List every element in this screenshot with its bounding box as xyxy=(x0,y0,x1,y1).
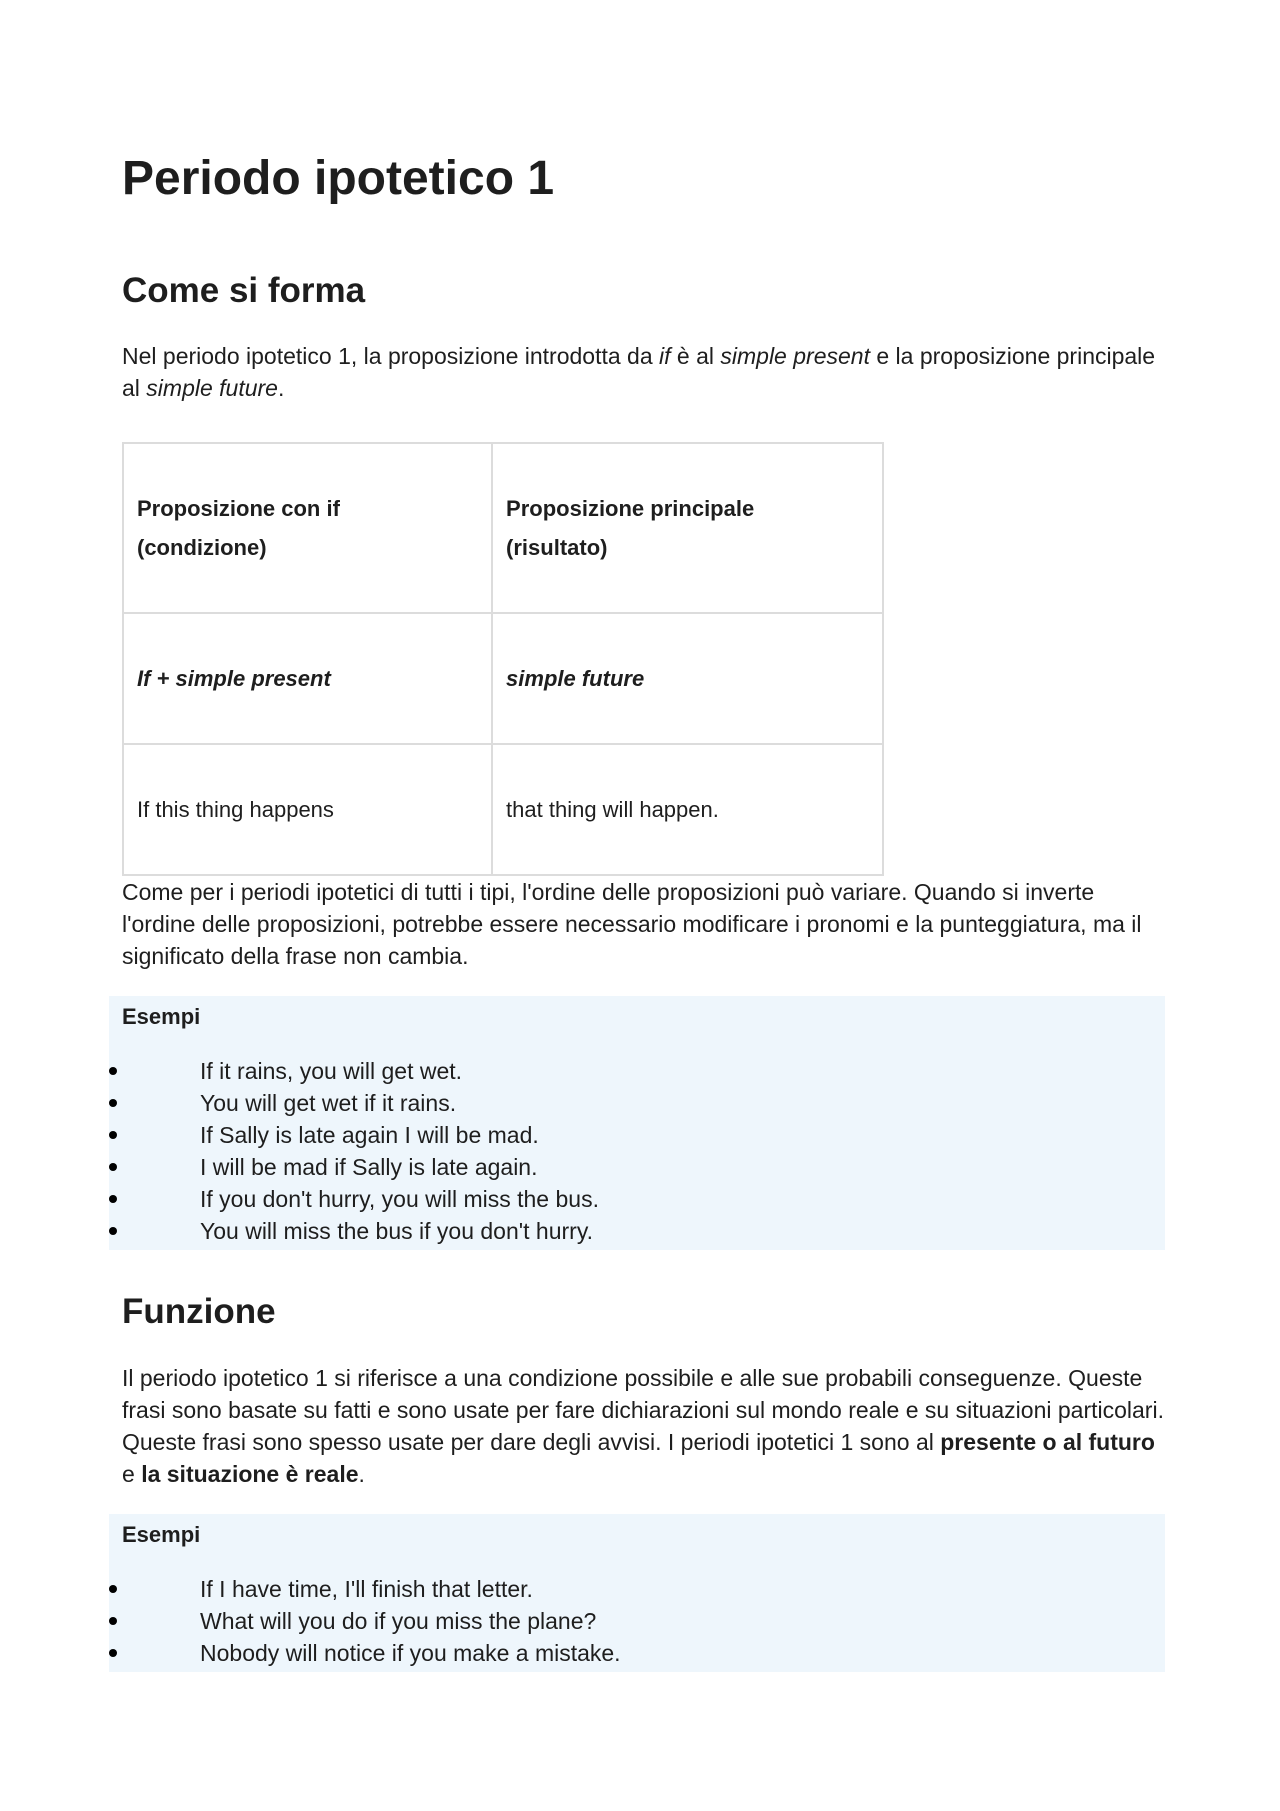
table-cell: simple future xyxy=(492,613,883,744)
bullet-icon xyxy=(109,1617,117,1625)
bullet-icon xyxy=(109,1163,117,1171)
list-item: If it rains, you will get wet. xyxy=(109,1055,599,1087)
section-heading-function: Funzione xyxy=(122,1292,276,1331)
formation-intro: Nel periodo ipotetico 1, la proposizione introdotta da if è al simple present e la proposizione principale al simple future. xyxy=(122,343,1156,401)
table-header-row xyxy=(123,443,883,613)
bullet-icon xyxy=(109,1099,117,1107)
list-item: If I have time, I'll finish that letter. xyxy=(109,1573,621,1605)
formation-note: Come per i periodi ipotetici di tutti i tipi, l'ordine delle proposizioni può variare. Quando si inverte l'ordine delle proposizioni, potrebbe essere necessario modificare i pronomi e la punteggiatura, ma il significato della frase non cambia. xyxy=(122,879,1142,969)
list-item: You will get wet if it rains. xyxy=(109,1087,599,1119)
bullet-icon xyxy=(109,1067,117,1075)
list-item: I will be mad if Sally is late again. xyxy=(109,1151,599,1183)
bullet-icon xyxy=(109,1195,117,1203)
examples-title: Esempi xyxy=(122,1522,201,1547)
bullet-icon xyxy=(109,1227,117,1235)
examples-list xyxy=(109,1055,599,1247)
list-item: Nobody will notice if you make a mistake. xyxy=(109,1637,621,1669)
list-item: You will miss the bus if you don't hurry. xyxy=(109,1215,599,1247)
table-row xyxy=(123,613,883,744)
table-row xyxy=(123,744,883,875)
examples-title: Esempi xyxy=(122,1004,201,1029)
list-item: If you don't hurry, you will miss the bus. xyxy=(109,1183,599,1215)
page-title: Periodo ipotetico 1 xyxy=(122,152,555,205)
section-heading-formation: Come si forma xyxy=(122,271,366,310)
function-body: Il periodo ipotetico 1 si riferisce a una condizione possibile e alle sue probabili conseguenze. Queste frasi sono basate su fatti e sono usate per fare dichiarazioni sul mondo reale e su situazioni particolari. Queste frasi sono spesso usate per dare degli avvisi. I periodi ipotetici 1 sono al presente o al futuro e la situazione è reale. xyxy=(122,1365,1164,1487)
list-item: If Sally is late again I will be mad. xyxy=(109,1119,599,1151)
table-cell: that thing will happen. xyxy=(492,744,883,875)
examples-box-function xyxy=(109,1514,1165,1672)
table-cell: Proposizione con if (condizione) xyxy=(123,443,492,613)
table-cell: Proposizione principale (risultato) xyxy=(492,443,883,613)
bullet-icon xyxy=(109,1649,117,1657)
bullet-icon xyxy=(109,1131,117,1139)
formation-table xyxy=(122,442,884,876)
list-item: What will you do if you miss the plane? xyxy=(109,1605,621,1637)
bullet-icon xyxy=(109,1585,117,1593)
table-cell: If this thing happens xyxy=(123,744,492,875)
examples-list xyxy=(109,1573,621,1669)
examples-box-formation xyxy=(109,996,1165,1250)
table-cell: If + simple present xyxy=(123,613,492,744)
